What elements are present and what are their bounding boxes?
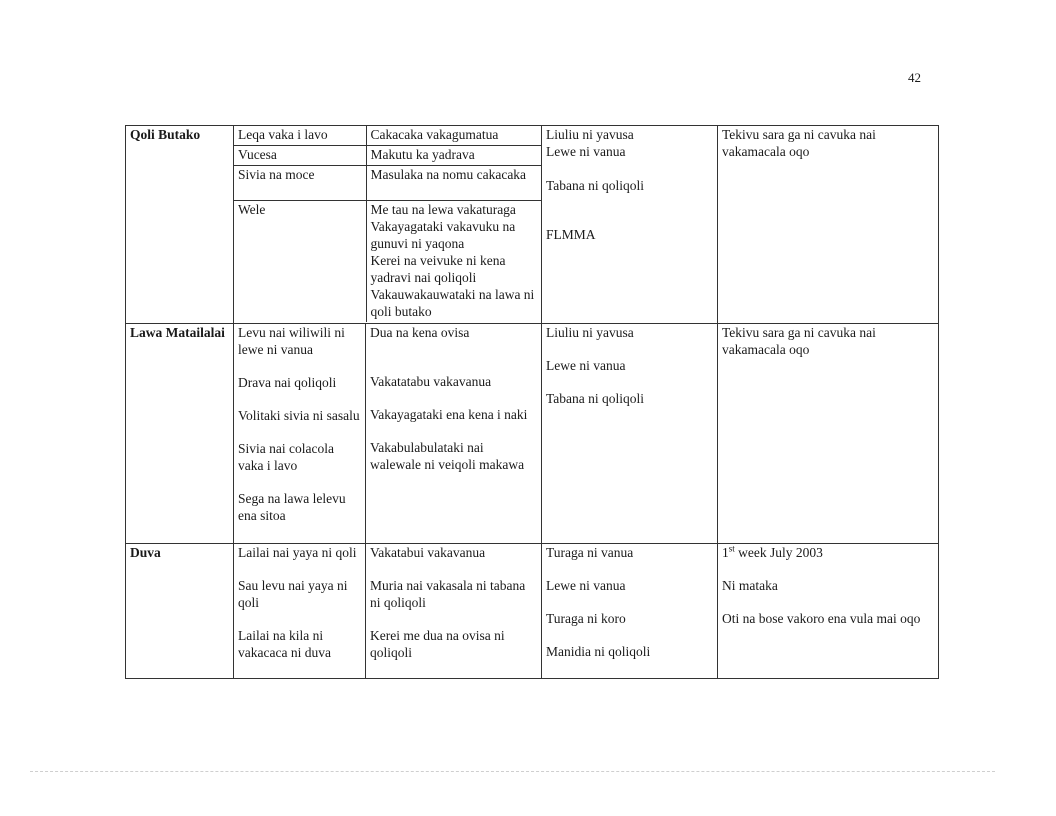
- activity-cell: Wele: [234, 200, 366, 322]
- activity-line: Lailai na kila ni vakacaca ni duva: [238, 628, 331, 660]
- responsible-line: Liuliu ni yavusa: [546, 127, 634, 142]
- table-row: [234, 200, 542, 322]
- responsible-line: Turaga ni koro: [546, 611, 626, 626]
- row-lawa-matailalai: [126, 324, 939, 544]
- actions-cell: [366, 324, 542, 544]
- timeframe-line: Oti na bose vakoro ena vula mai oqo: [722, 611, 921, 626]
- responsible-line: Manidia ni qoliqoli: [546, 644, 651, 659]
- table-row: [234, 145, 542, 165]
- activity-line: Sau levu nai yaya ni qoli: [238, 578, 348, 610]
- responsible-line: Lewe ni vanua: [546, 144, 626, 159]
- action-line: Muria nai vakasala ni tabana ni qoliqoli: [370, 578, 526, 610]
- activities-cell: [234, 544, 366, 679]
- responsible-line: Turaga ni vanua: [546, 545, 634, 560]
- activity-line: Sega na lawa lelevu ena sitoa: [238, 491, 346, 523]
- responsible-cell: [542, 544, 718, 679]
- action-line: Dua na kena ovisa: [370, 325, 470, 340]
- action-line: Kerei na veivuke ni kena yadravi nai qoliqoli: [370, 252, 506, 285]
- action-line: Vakatabui vakavanua: [370, 545, 486, 560]
- page-number: 42: [908, 70, 921, 85]
- actions-cell: [366, 544, 542, 679]
- action-line: Vakatatabu vakavanua: [370, 374, 492, 389]
- action-line: Vakayagataki ena kena i naki: [370, 407, 528, 422]
- table-row: [234, 165, 542, 200]
- action-line: Vakauwakauwataki na lawa ni qoli butako: [370, 286, 535, 319]
- action-line: Vakayagataki vakavuku na gunuvi ni yaqona: [370, 218, 516, 251]
- action-line: Kerei me dua na ovisa ni qoliqoli: [370, 628, 505, 660]
- responsible-line: Lewe ni vanua: [546, 358, 626, 373]
- timeframe-line: Ni mataka: [722, 578, 778, 593]
- responsible-line: FLMMA: [546, 227, 596, 242]
- activity-line: Sivia nai colacola vaka i lavo: [238, 441, 334, 473]
- activities-cell: [234, 324, 366, 544]
- responsible-line: Liuliu ni yavusa: [546, 325, 634, 340]
- activity-line: Lailai nai yaya ni qoli: [238, 545, 357, 560]
- responsible-line: Tabana ni qoliqoli: [546, 391, 645, 406]
- action-line: Vakabulabulataki nai walewale ni veiqoli makawa: [370, 440, 525, 472]
- qoli-butako-subtable: [234, 126, 542, 324]
- action-cell: Cakacaka vakagumatua: [366, 126, 542, 145]
- responsible-line: Lewe ni vanua: [546, 578, 626, 593]
- activity-cell: Leqa vaka i lavo: [234, 126, 366, 145]
- table-row: [234, 126, 542, 145]
- timeframe-line: 1st week July 2003: [722, 543, 823, 560]
- responsible-cell: [542, 324, 718, 544]
- activity-cell: Sivia na moce: [234, 165, 366, 200]
- section-title-qoli-butako: Qoli Butako: [126, 126, 234, 324]
- scan-artifact-line: [30, 771, 995, 772]
- action-cell: Masulaka na nomu cakacaka: [366, 165, 542, 200]
- responsible-line: Tabana ni qoliqoli: [546, 178, 645, 193]
- activity-cell: Vucesa: [234, 145, 366, 165]
- activity-line: Levu nai wiliwili ni lewe ni vanua: [238, 325, 345, 357]
- row-qoli-butako: [126, 126, 939, 324]
- section-title-lawa-matailalai: Lawa Matailalai: [126, 324, 234, 544]
- action-cell: [366, 200, 542, 322]
- activity-line: Volitaki sivia ni sasalu: [238, 408, 360, 423]
- row-duva: [126, 544, 939, 679]
- activity-line: Drava nai qoliqoli: [238, 375, 337, 390]
- action-line: Me tau na lewa vakaturaga: [370, 201, 516, 217]
- timeframe-cell: [718, 544, 939, 679]
- action-cell: Makutu ka yadrava: [366, 145, 542, 165]
- section-title-duva: Duva: [126, 544, 234, 679]
- timeframe-cell: Tekivu sara ga ni cavuka nai vakamacala oqo: [718, 324, 939, 544]
- responsible-cell: [542, 126, 718, 324]
- timeframe-cell: Tekivu sara ga ni cavuka nai vakamacala oqo: [718, 126, 939, 324]
- management-table: [125, 125, 939, 679]
